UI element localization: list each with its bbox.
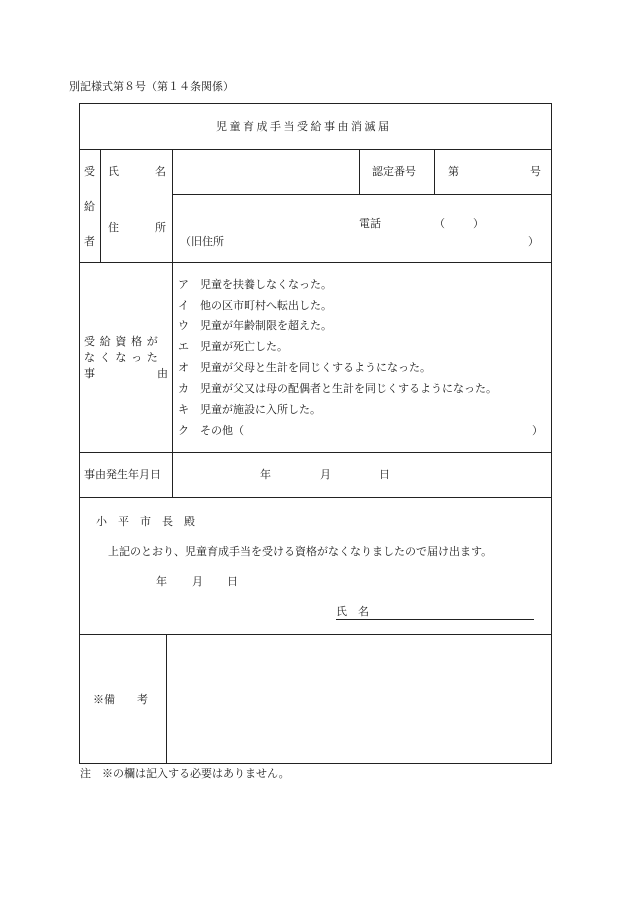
phone-area-field[interactable] [446,214,472,232]
footnote: 注 ※の欄は記入する必要はありません。 [80,767,290,780]
reason-item[interactable] [178,403,321,417]
event-year-field[interactable] [176,458,256,490]
reason-item[interactable] [178,424,244,438]
recipient-label-char-3: 者 [84,235,95,248]
phone-open-paren: （ [434,217,445,230]
reason-text: 児童が父母と生計を同じくするようになった。 [200,361,431,374]
signer-label: 氏 名 [336,605,369,618]
address-label-2: 所 [155,221,166,234]
cert-number-label: 認定番号 [372,165,416,178]
reason-item[interactable] [178,299,332,313]
event-day-label: 日 [379,468,390,481]
phone-close-paren: ） [473,217,484,230]
old-address-close: ） [528,235,539,248]
reason-text: 児童を扶養しなくなった。 [200,278,332,291]
signer-name-field[interactable] [376,602,534,618]
reason-text: 児童が父又は母の配偶者と生計を同じくするようになった。 [200,382,497,395]
submit-year-label: 年 [156,575,167,588]
signature-underline [336,619,534,620]
reason-key: ア [178,278,189,291]
cert-number-field[interactable] [462,151,524,193]
reason-label-line-2: な く な っ た [84,351,159,364]
recipient-label-char-2: 給 [84,200,95,213]
name-field[interactable] [174,151,357,193]
event-month-field[interactable] [274,458,316,490]
reason-label-line-1: 受 給 資 格 が [84,335,159,348]
reason-text: その他（ [200,424,244,437]
submit-year-field[interactable] [110,572,150,592]
event-date-label: 事由発生年月日 [84,468,161,481]
old-address-field[interactable] [228,233,524,253]
reason-key: オ [178,361,189,374]
reason-key: キ [178,403,189,416]
declaration-statement: 上記のとおり、児童育成手当を受ける資格がなくなりましたので届け出ます。 [108,545,493,558]
other-reason-field[interactable] [250,421,530,441]
reason-key: ウ [178,319,189,332]
reason-item[interactable] [178,278,332,292]
reason-item[interactable] [178,319,332,333]
form-title: 児童育成手当受給事由消滅届 [216,120,392,133]
reason-item[interactable] [178,361,431,375]
addressee: 小 平 市 長 殿 [96,515,195,528]
cert-prefix: 第 [448,165,459,178]
recipient-label-char-1: 受 [84,165,95,178]
reason-label-line-3-left: 事 [84,367,95,380]
cert-suffix: 号 [530,165,541,178]
reason-key: イ [178,299,189,312]
old-address-label: （旧住所 [180,235,224,248]
other-reason-close: ） [532,424,543,437]
submit-month-label: 月 [192,575,203,588]
event-month-label: 月 [320,468,331,481]
reason-label-line-3-right: 由 [157,367,168,380]
reason-text: 他の区市町村へ転出した。 [200,299,332,312]
reason-text: 児童が死亡した。 [200,340,288,353]
reason-text: 児童が年齢制限を超えた。 [200,319,332,332]
submit-month-field[interactable] [170,572,190,592]
reason-item[interactable] [178,340,288,354]
remarks-label: ※備 考 [93,693,148,706]
name-label-1: 氏 [108,165,119,178]
event-day-field[interactable] [334,458,376,490]
reason-item[interactable] [178,382,497,396]
reason-key: エ [178,340,189,353]
phone-number-field[interactable] [488,214,548,232]
address-label-1: 住 [108,221,119,234]
remarks-field[interactable] [168,636,550,762]
reason-key: ク [178,424,189,437]
reason-text: 児童が施設に入所した。 [200,403,321,416]
phone-label: 電話 [359,217,381,230]
form-code: 別記様式第８号（第１４条関係） [69,80,234,93]
address-field[interactable] [174,196,354,218]
event-year-label: 年 [260,468,271,481]
name-label-2: 名 [155,165,166,178]
submit-day-field[interactable] [206,572,226,592]
submit-day-label: 日 [227,575,238,588]
reason-key: カ [178,382,189,395]
